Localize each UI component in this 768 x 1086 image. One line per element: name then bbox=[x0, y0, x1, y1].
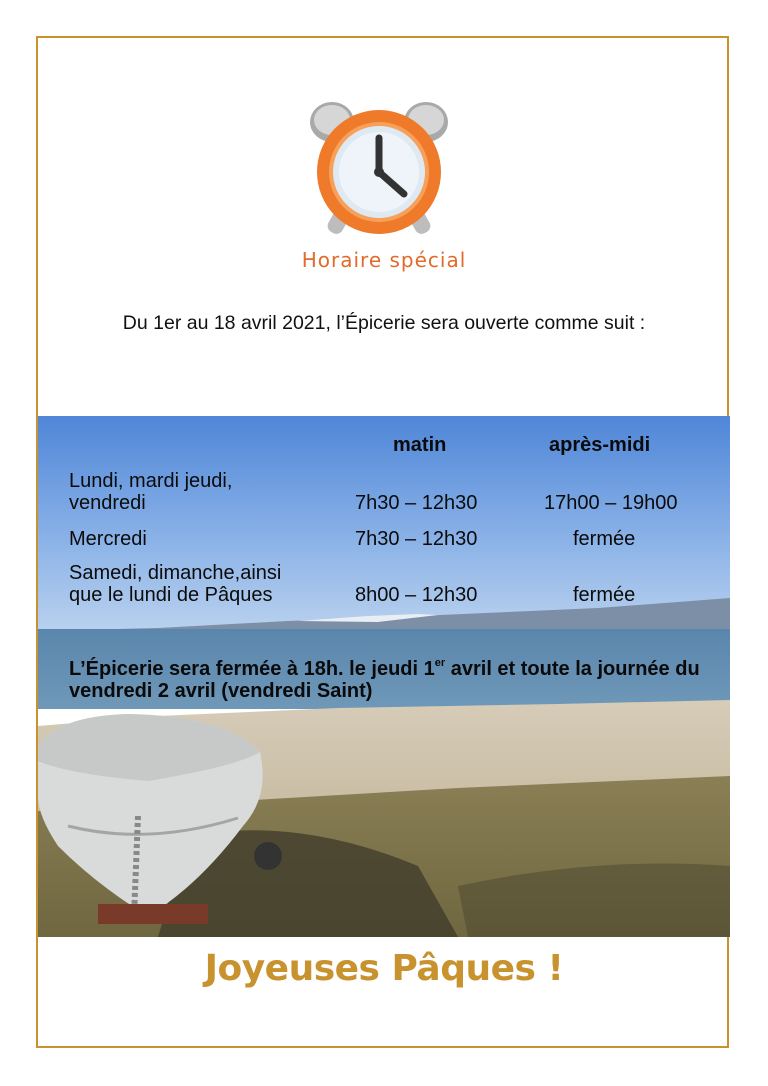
row-3-afternoon: fermée bbox=[573, 584, 636, 606]
row-3-day-line1: Samedi, dimanche,ainsi bbox=[69, 562, 282, 584]
header-morning: matin bbox=[393, 434, 447, 456]
row-2-morning: 7h30 – 12h30 bbox=[355, 528, 478, 550]
row-2-afternoon: fermée bbox=[573, 528, 636, 550]
row-2-day: Mercredi bbox=[69, 528, 147, 550]
closure-note bbox=[69, 652, 709, 702]
closure-note-part1: L’Épicerie sera fermée à 18h. le jeudi 1 bbox=[69, 658, 435, 680]
closure-note-superscript: er bbox=[434, 657, 446, 669]
closure-note-part2: avril et toute la journée du vendredi 2 avril (vendredi Saint) bbox=[69, 658, 700, 702]
schedule-table bbox=[38, 416, 730, 716]
easter-greeting: Joyeuses Pâques ! bbox=[204, 948, 564, 989]
header-afternoon: après-midi bbox=[549, 434, 651, 456]
row-1-day-line2: vendredi bbox=[69, 492, 146, 514]
row-1-day-line1: Lundi, mardi jeudi, bbox=[69, 470, 233, 492]
alarm-clock-icon bbox=[306, 98, 452, 238]
row-3-morning: 8h00 – 12h30 bbox=[355, 584, 478, 606]
clock-caption: Horaire spécial bbox=[301, 248, 467, 272]
row-1-morning: 7h30 – 12h30 bbox=[355, 492, 478, 514]
row-3-day-line2: que le lundi de Pâques bbox=[69, 584, 273, 606]
intro-text: Du 1er au 18 avril 2021, l’Épicerie sera ouverte comme suit : bbox=[122, 312, 646, 334]
row-1-afternoon: 17h00 – 19h00 bbox=[544, 492, 678, 514]
